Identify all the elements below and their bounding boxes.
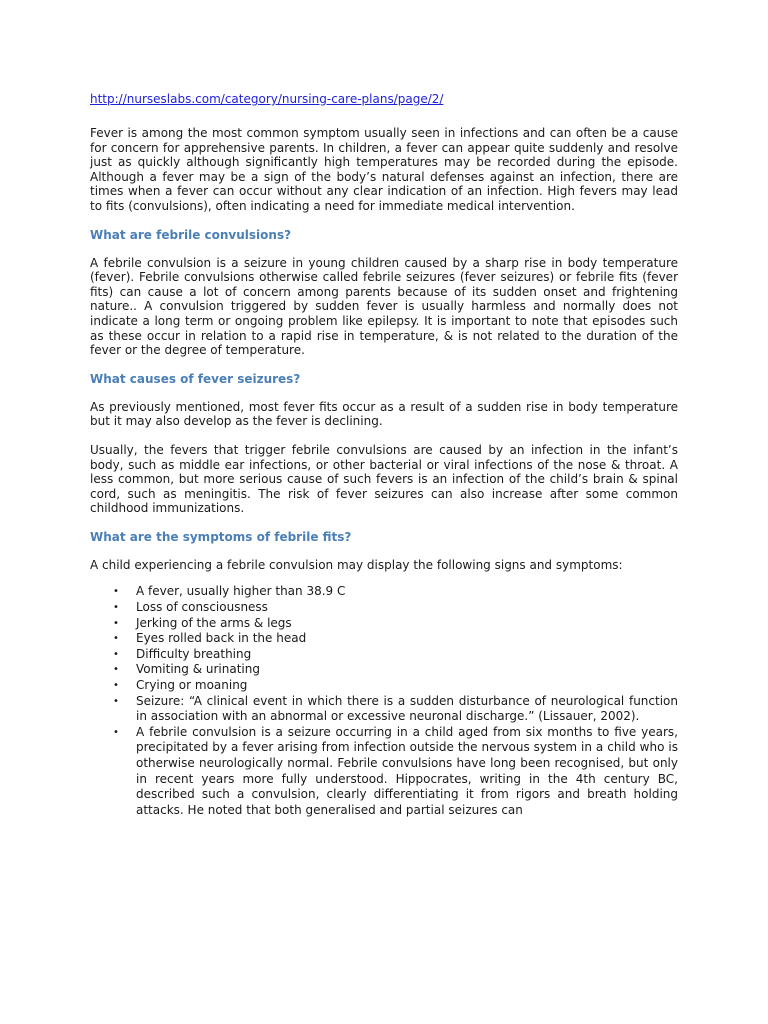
- heading-symptoms: What are the symptoms of febrile fits?: [90, 529, 352, 544]
- list-item: • Vomiting & urinating: [113, 662, 260, 677]
- intro-paragraph: Fever is among the most common symptom usually seen in infections and can often be a cause for concern for apprehensive parents. In children, a fever can appear quite suddenly and resolve just as quickly although significantly high temperatures may be recorded during the episode. Although a fever may be a sign of the body’s natural defenses against an infection, there are times when a fever can occur without any clear indication of an infection. High fevers may lead to fits (convulsions), often indicating a need for immediate medical intervention.: [90, 126, 678, 213]
- bullet-icon: •: [113, 602, 119, 614]
- bullet-icon: •: [113, 726, 119, 738]
- symptoms-list: [90, 584, 678, 818]
- bullet-icon: •: [113, 633, 119, 645]
- list-item: • Jerking of the arms & legs: [113, 615, 292, 630]
- source-link[interactable]: http://nurseslabs.com/category/nursing-care-plans/page/2/: [90, 92, 444, 106]
- list-item: • Loss of consciousness: [113, 600, 268, 615]
- bullet-icon: •: [113, 695, 119, 707]
- heading-febrile-convulsions: What are febrile convulsions?: [90, 227, 292, 242]
- list-item: • Eyes rolled back in the head: [113, 631, 307, 646]
- list-item: • Crying or moaning: [113, 678, 248, 693]
- heading-causes: What causes of fever seizures?: [90, 371, 301, 386]
- list-item: • Seizure: “A clinical event in which there is a sudden disturbance of neurological function in association with an abnormal or excessive neuronal discharge.” (Lissauer, 2002).: [113, 693, 678, 724]
- bullet-icon: •: [113, 586, 119, 598]
- causes-paragraph-2: Usually, the fevers that trigger febrile convulsions are caused by an infection in the infant’s body, such as middle ear infections, or other bacterial or viral infections of the nose & throat. A less common, but more serious cause of such fevers is an infection of the child’s brain & spinal cord, such as meningitis. The risk of fever seizures can also increase after some common childhood immunizations.: [90, 442, 678, 516]
- febrile-convulsions-paragraph: A febrile convulsion is a seizure in young children caused by a sharp rise in body temperature (fever). Febrile convulsions otherwise called febrile seizures (fever seizures) or febrile fits (fever fits) can cause a lot of concern among parents because of its sudden onset and frightening nature.. A convulsion triggered by sudden fever is usually harmless and normally does not indicate a long term or ongoing problem like epilepsy. It is important to note that episodes such as these occur in relation to a rapid rise in temperature, & is not related to the duration of the fever or the degree of temperature.: [90, 255, 678, 358]
- symptoms-intro: A child experiencing a febrile convulsion may display the following signs and symptoms:: [90, 557, 623, 572]
- bullet-icon: •: [113, 664, 119, 676]
- list-item: • A febrile convulsion is a seizure occurring in a child aged from six months to five years, precipitated by a fever arising from infection outside the nervous system in a child who is otherwise neurologically normal. Febrile convulsions have long been recognised, but only in recent years more fully understood. Hippocrates, writing in the 4th century BC, described such a convulsion, clearly differentiating it from rigors and breath holding attacks. He noted that both generalised and partial seizures can: [113, 724, 678, 817]
- list-item: • Difficulty breathing: [113, 646, 252, 661]
- list-item: • A fever, usually higher than 38.9 C: [113, 584, 346, 599]
- bullet-icon: •: [113, 680, 119, 692]
- bullet-icon: •: [113, 648, 119, 660]
- bullet-icon: •: [113, 617, 119, 629]
- causes-paragraph-1: As previously mentioned, most fever fits occur as a result of a sudden rise in body temperature but it may also develop as the fever is declining.: [90, 399, 678, 429]
